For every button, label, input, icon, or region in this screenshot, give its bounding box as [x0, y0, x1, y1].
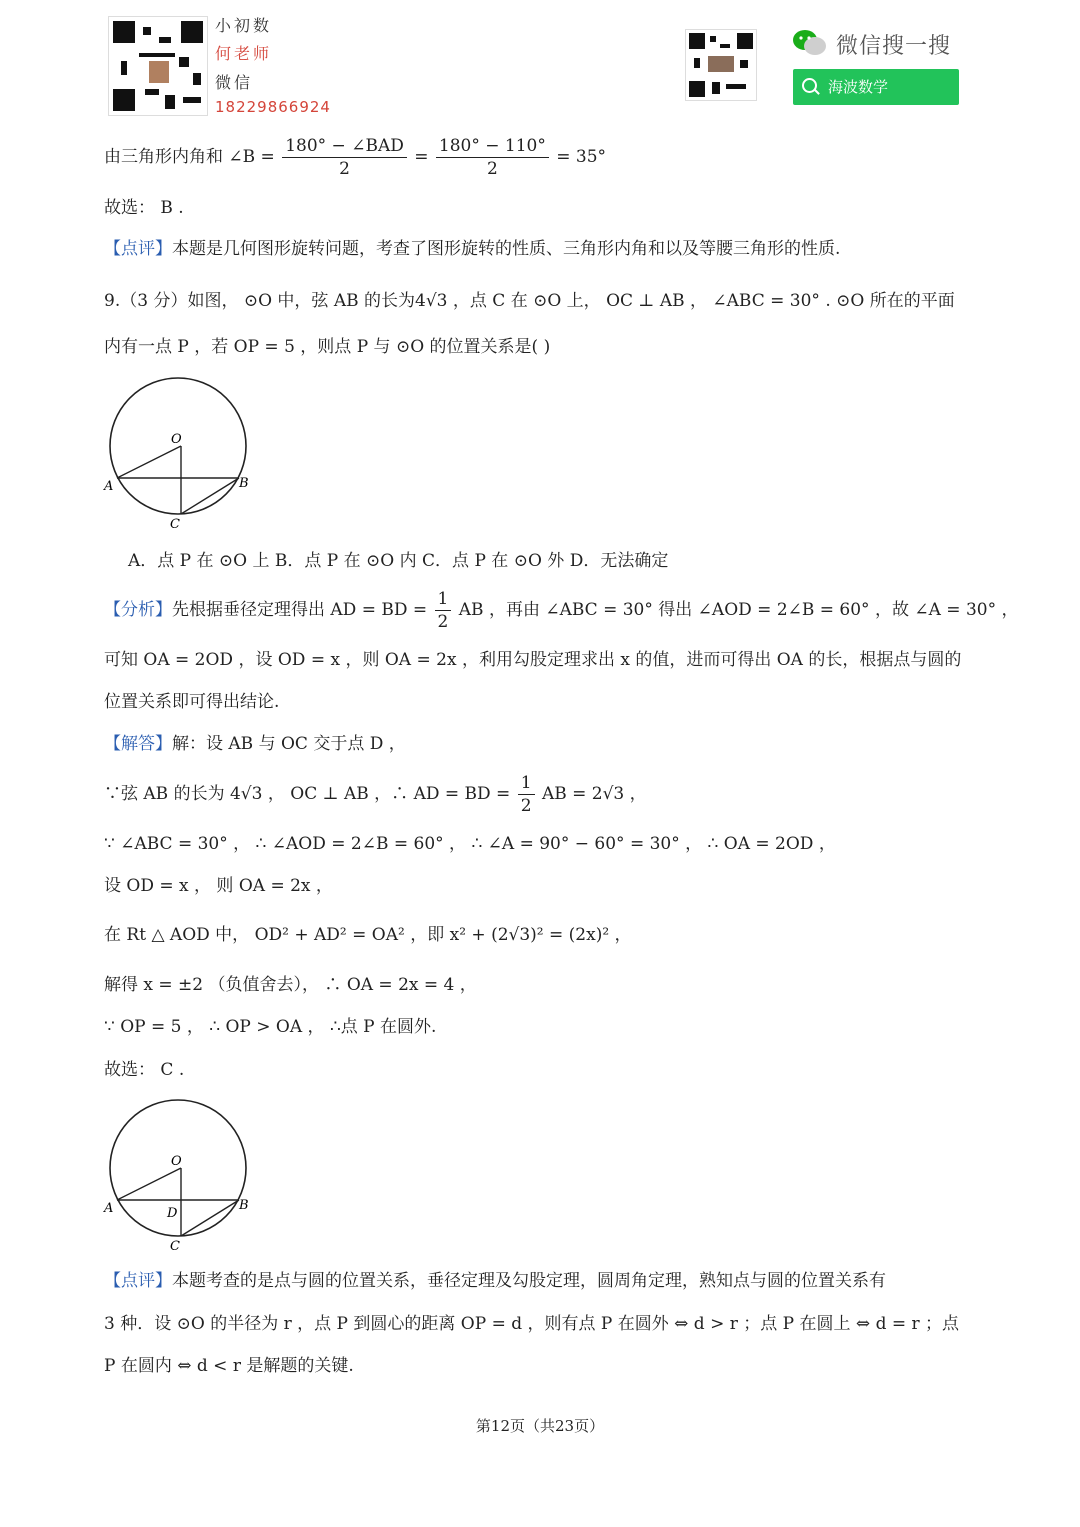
solution-fraction — [518, 772, 535, 817]
review-line-1 — [104, 1269, 886, 1293]
angle-sum-result: = 35° — [556, 147, 607, 167]
wechat-search-button[interactable] — [793, 69, 959, 105]
solution-fraction-numerator: 1 — [518, 772, 535, 795]
analysis-tag: 【分析】 — [104, 600, 172, 620]
label-o: O — [171, 432, 182, 447]
choices-line: A．点 P 在 ⊙O 上 B．点 P 在 ⊙O 内 C．点 P 在 ⊙O 外 D．无法确定 — [128, 551, 669, 571]
label-c: C — [170, 517, 180, 532]
review-tag-2: 【点评】 — [104, 1271, 172, 1291]
handwritten-line-3: 微信 — [215, 73, 254, 92]
solution-line-2 — [104, 770, 647, 818]
solution-line-5: 在 Rt △ AOD 中， OD² + AD² = OA² ，即 x² + (2√3)² = (2x)² ， — [104, 925, 632, 945]
review-line-3: P 在圆内 ⇔ d < r 是解题的关键. — [104, 1356, 354, 1376]
label-o: O — [171, 1154, 182, 1169]
review-text: 本题是几何图形旋转问题，考查了图形旋转的性质、三角形内角和以及等腰三角形的性质. — [172, 239, 841, 259]
equals-sign: = — [414, 147, 429, 167]
label-a: A — [104, 1201, 114, 1216]
handwritten-line-2: 何老师 — [215, 44, 273, 63]
analysis-line-1-prefix: 先根据垂径定理得出 AD = BD = — [172, 600, 428, 620]
qr-code-left — [108, 16, 208, 116]
question-9-line-1: 9.（3 分）如图， ⊙O 中，弦 AB 的长为4√3 ，点 C 在 ⊙O 上， OC ⊥ AB ， ∠ABC = 30° . ⊙O 所在的平面 — [104, 291, 955, 311]
solution-line-2-suffix: AB = 2√3 ， — [541, 784, 647, 804]
circle-figure-1 — [100, 372, 260, 534]
label-c: C — [170, 1239, 180, 1254]
angle-sum-line — [104, 131, 606, 183]
solution-line-2-prefix: ∵弦 AB 的长为 4√3 ， OC ⊥ AB ，∴ AD = BD = — [104, 784, 511, 804]
analysis-fraction — [435, 588, 452, 633]
wechat-logo-icon — [792, 28, 828, 58]
segment-oa — [117, 1168, 181, 1200]
solution-line-1 — [104, 732, 406, 756]
angle-sum-prefix: 由三角形内角和 ∠B = — [104, 147, 275, 167]
solution-tag: 【解答】 — [104, 734, 172, 754]
wechat-search-button-label: 海波数学 — [828, 78, 889, 96]
label-b: B — [239, 1198, 249, 1213]
review-tag: 【点评】 — [104, 239, 172, 259]
solution-fraction-denominator: 2 — [520, 796, 532, 816]
handwritten-line-1: 小初数 — [215, 16, 273, 35]
analysis-line-1 — [104, 586, 1018, 634]
analysis-fraction-denominator: 2 — [437, 612, 449, 632]
fraction-2-denominator: 2 — [486, 159, 498, 179]
qr-code-right — [685, 29, 757, 101]
analysis-line-3: 位置关系即可得出结论. — [104, 692, 280, 712]
solution-line-3: ∵ ∠ABC = 30° ， ∴ ∠AOD = 2∠B = 60° ， ∴ ∠A = 90° − 60° = 30° ， ∴ OA = 2OD ， — [104, 834, 836, 854]
label-a: A — [104, 479, 114, 494]
segment-oa — [117, 446, 181, 478]
review-line-1-text: 本题考查的是点与圆的位置关系，垂径定理及勾股定理，圆周角定理，熟知点与圆的位置关系有 — [172, 1271, 886, 1291]
analysis-line-1-suffix: AB ，再由 ∠ABC = 30° 得出 ∠AOD = 2∠B = 60° ，故 ∠A = 30° ， — [458, 600, 1019, 620]
fraction-1-denominator: 2 — [339, 159, 350, 179]
search-icon-handle — [814, 89, 820, 95]
solution-line-6: 解得 x = ±2 （负值舍去）， ∴ OA = 2x = 4 ， — [104, 975, 477, 995]
fraction-1-numerator: 180° − ∠BAD — [282, 135, 407, 158]
handwritten-phone: 18229866924 — [215, 98, 331, 116]
solution-line-7: ∵ OP = 5 ， ∴ OP > OA ， ∴点 P 在圆外. — [104, 1017, 437, 1037]
solution-line-8: 故选： C . — [104, 1060, 185, 1080]
fraction-2 — [436, 135, 549, 180]
fraction-1 — [282, 135, 407, 180]
segment-bc — [181, 478, 239, 514]
circle-figure-2 — [100, 1094, 260, 1256]
analysis-line-2: 可知 OA = 2OD ，设 OD = x ，则 OA = 2x ，利用勾股定理求出 x 的值，进而可得出 OA 的长，根据点与圆的 — [104, 650, 962, 670]
answer-b-line: 故选： B . — [104, 198, 184, 218]
page-number: 第12页（共23页） — [475, 1417, 605, 1435]
analysis-fraction-numerator: 1 — [435, 588, 452, 611]
solution-line-4: 设 OD = x ， 则 OA = 2x ， — [104, 876, 333, 896]
review-line-2: 3 种．设 ⊙O 的半径为 r ，点 P 到圆心的距离 OP = d ，则有点 P 在圆外 ⇔ d > r ；点 P 在圆上 ⇔ d = r ；点 — [104, 1314, 960, 1334]
solution-line-1-text: 解：设 AB 与 OC 交于点 D ， — [172, 734, 406, 754]
label-b: B — [239, 476, 249, 491]
review-line-prev — [104, 237, 840, 261]
label-d: D — [167, 1206, 178, 1221]
wechat-search-title: 微信搜一搜 — [836, 34, 952, 59]
question-9-line-2: 内有一点 P ，若 OP = 5 ，则点 P 与 ⊙O 的位置关系是( ) — [104, 337, 551, 357]
fraction-2-numerator: 180° − 110° — [436, 135, 549, 158]
segment-bc — [181, 1200, 239, 1236]
